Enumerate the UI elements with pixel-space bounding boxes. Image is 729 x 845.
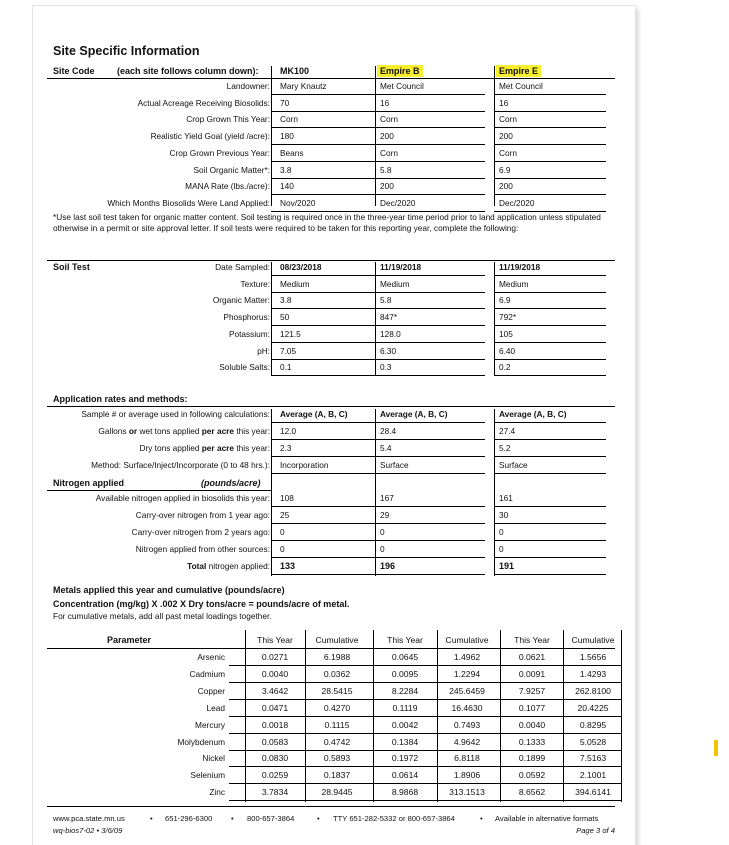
metal-name: Copper: [197, 685, 225, 696]
cell-underline: [271, 94, 375, 95]
site-row-label: Crop Grown This Year:: [186, 114, 270, 125]
cell-underline: [494, 473, 606, 474]
metal-value: 245.6459: [449, 685, 485, 696]
label-part: this year:: [234, 443, 270, 453]
soil-row-value: Medium: [499, 278, 529, 289]
footer-phone1: 651-296-6300: [165, 814, 213, 823]
soil-row-value: 08/23/2018: [280, 262, 322, 272]
metal-value: 8.2284: [391, 685, 419, 696]
soil-row-label: Soluble Salts:: [219, 362, 270, 373]
column-divider: [271, 409, 272, 576]
metal-value: 0.0645: [391, 652, 419, 662]
site-row-value: Corn: [280, 114, 298, 125]
metal-value: 28.5415: [321, 685, 353, 696]
metal-value: 0.0271: [261, 652, 289, 662]
cell-underline: [271, 194, 375, 195]
site-row-label: Landowner:: [226, 81, 270, 91]
metal-name: Arsenic: [197, 652, 225, 662]
footer-bullet: •: [150, 814, 153, 823]
nitrogen-row-label: Available nitrogen applied in biosolids this year:: [95, 493, 270, 503]
application-row-label: Method: Surface/Inject/Incorporate (0 to 48 hrs.):: [91, 460, 270, 470]
soil-row-label: Phosphorus:: [223, 312, 270, 323]
metal-value: 0.1972: [391, 753, 419, 764]
metal-value: 1.8906: [453, 770, 481, 781]
nitrogen-row-value: 0: [499, 544, 504, 554]
total-label-bold: Total: [187, 561, 207, 571]
metal-value: 0.0040: [261, 668, 289, 679]
metal-value: 2.1001: [579, 770, 607, 781]
total-nitrogen-label: [187, 561, 270, 571]
metals-param-header: Parameter: [107, 635, 152, 645]
metal-value: 0.0614: [391, 770, 419, 781]
site-row-value: Met Council: [380, 81, 424, 91]
site-row-value: 16: [380, 97, 390, 108]
metals-note: For cumulative metals, add all past metal loadings together.: [53, 611, 272, 621]
metals-formula: Concentration (mg/kg) X .002 X Dry tons/acre = pounds/acre of metal.: [53, 599, 350, 609]
metal-value: 7.5163: [579, 753, 607, 764]
total-nitrogen-value: 133: [280, 561, 296, 571]
footer-tty: TTY 651-282-5332 or 800-657-3864: [333, 814, 455, 823]
metal-value: 0.1115: [324, 719, 350, 730]
cell-underline: [375, 422, 485, 423]
application-row-label: Sample # or average used in following calculations:: [81, 409, 270, 419]
cell-underline: [271, 359, 375, 360]
metal-value: 28.9445: [321, 787, 353, 798]
soil-row-value: 5.8: [380, 295, 392, 306]
application-row-label: [98, 426, 270, 436]
metal-value: 3.4642: [261, 685, 289, 696]
site-row-value: Mary Knautz: [280, 81, 327, 91]
site-row-value: 6.9: [499, 164, 511, 175]
site-row-value: Corn: [499, 147, 517, 158]
cell-underline: [494, 523, 606, 524]
metal-value: 0.0583: [261, 736, 289, 747]
site-row-value: 200: [380, 181, 394, 192]
soil-row-value: 50: [280, 312, 290, 323]
application-row-value: 2.3: [280, 443, 292, 453]
metal-value: 1.4293: [579, 668, 607, 679]
cell-underline: [375, 506, 485, 507]
metal-value: 0.0830: [261, 753, 289, 764]
soil-row-value: 11/19/2018: [380, 262, 422, 272]
footer-alt-formats: Available in alternative formats: [495, 814, 599, 823]
cell-underline: [494, 127, 606, 128]
site-row-value: 70: [280, 97, 290, 108]
nitrogen-row-value: 0: [280, 527, 285, 537]
footer-bullet: •: [480, 814, 483, 823]
application-row-value: Average (A, B, C): [380, 409, 448, 419]
metal-value: 0.0091: [518, 668, 546, 679]
nitrogen-row-value: 30: [499, 510, 509, 520]
cell-underline: [271, 325, 375, 326]
nitrogen-row-label: Carry-over nitrogen from 1 year ago:: [135, 510, 270, 520]
cell-underline: [271, 540, 375, 541]
cell-underline: [494, 342, 606, 343]
metal-value: 394.6141: [575, 787, 611, 798]
cell-underline: [271, 523, 375, 524]
metals-row-rule: [229, 733, 621, 734]
soil-row-value: 0.1: [280, 362, 292, 373]
cell-underline: [375, 540, 485, 541]
column-divider: [494, 409, 495, 576]
soil-row-value: 0.2: [499, 362, 511, 373]
cell-underline: [494, 557, 606, 558]
cell-underline: [271, 574, 375, 575]
application-row-value: 5.4: [380, 443, 392, 453]
metals-row-rule: [229, 682, 621, 683]
cell-underline: [494, 375, 606, 376]
cell-underline: [494, 275, 606, 276]
metal-value: 8.9868: [391, 787, 419, 798]
metal-value: 0.0040: [518, 719, 546, 730]
soil-row-value: 6.30: [380, 345, 397, 356]
site-row-value: 200: [499, 181, 513, 192]
site-row-value: Corn: [380, 147, 398, 158]
site-row-value: Corn: [499, 114, 517, 125]
cell-underline: [271, 342, 375, 343]
soil-row-value: 105: [499, 328, 513, 339]
nitrogen-row-value: 25: [280, 510, 290, 520]
metal-value: 0.1333: [518, 736, 546, 747]
application-row-value: 27.4: [499, 426, 516, 436]
cell-underline: [375, 292, 485, 293]
column-divider: [375, 262, 376, 376]
soil-row-value: 847*: [380, 312, 398, 323]
soil-test-label: Soil Test: [53, 262, 90, 272]
metals-col-header: Cumulative: [315, 635, 359, 645]
cell-underline: [375, 308, 485, 309]
site-row-value: Nov/2020: [280, 197, 316, 208]
metal-value: 0.4270: [323, 702, 351, 713]
metal-value: 0.0592: [518, 770, 546, 781]
metals-row-rule: [229, 716, 621, 717]
soil-test-top-rule: [47, 260, 615, 261]
cell-underline: [494, 94, 606, 95]
metal-value: 16.4630: [451, 702, 483, 713]
cell-underline: [271, 111, 375, 112]
metals-header-rule: [47, 648, 615, 649]
cell-underline: [494, 144, 606, 145]
metal-name: Mercury: [195, 719, 225, 730]
label-part: or: [128, 426, 138, 436]
metal-value: 0.0362: [323, 668, 351, 679]
label-part: Dry tons applied: [139, 443, 202, 453]
metal-value: 0.0018: [261, 719, 289, 730]
metal-value: 0.0259: [261, 770, 289, 781]
application-title: Application rates and methods:: [53, 394, 188, 404]
cell-underline: [271, 178, 375, 179]
cell-underline: [271, 557, 375, 558]
cell-underline: [271, 144, 375, 145]
footer-doc-id: wq-bios7-02 • 3/6/09: [53, 826, 123, 835]
site-code-label: Site Code: [53, 66, 95, 76]
application-row-value: Incorporation: [280, 460, 329, 470]
metal-value: 4.9642: [453, 736, 481, 747]
application-row-value: Average (A, B, C): [280, 409, 348, 419]
site-row-value: 140: [280, 181, 294, 192]
site-code-underline: [47, 78, 615, 79]
site-row-label: Which Months Biosolids Were Land Applied:: [107, 197, 270, 208]
metal-value: 1.2294: [453, 668, 481, 679]
application-row-value: Average (A, B, C): [499, 409, 567, 419]
site-code-3: Empire E: [496, 65, 541, 77]
metals-col-header: This Year: [514, 635, 550, 645]
footer-website: www.pca.state.mn.us: [53, 814, 125, 823]
soil-row-value: 3.8: [280, 295, 292, 306]
metal-value: 1.5656: [579, 652, 607, 662]
cell-underline: [494, 456, 606, 457]
metal-value: 313.1513: [449, 787, 485, 798]
metal-value: 0.1077: [518, 702, 546, 713]
metal-value: 0.5893: [323, 753, 351, 764]
metal-name: Cadmium: [189, 668, 225, 679]
nitrogen-units: (pounds/acre): [201, 478, 261, 488]
soil-row-value: 6.9: [499, 295, 511, 306]
site-row-value: Met Council: [499, 81, 543, 91]
cell-underline: [375, 375, 485, 376]
metal-value: 0.0621: [518, 652, 546, 662]
site-row-label: Actual Acreage Receiving Biosolids:: [137, 97, 270, 108]
column-divider: [375, 66, 376, 206]
cell-underline: [375, 473, 485, 474]
cell-underline: [494, 194, 606, 195]
cell-underline: [375, 127, 485, 128]
soil-row-value: Medium: [280, 278, 310, 289]
metal-value: 0.1837: [323, 770, 351, 781]
metals-col-header: This Year: [387, 635, 423, 645]
total-nitrogen-value: 196: [380, 561, 396, 571]
column-divider: [494, 66, 495, 206]
cell-underline: [271, 127, 375, 128]
nitrogen-underline: [47, 490, 271, 491]
document-page: [33, 6, 635, 845]
cell-underline: [375, 161, 485, 162]
site-row-value: 180: [280, 131, 294, 142]
cell-underline: [271, 439, 375, 440]
cell-underline: [375, 439, 485, 440]
cell-underline: [375, 574, 485, 575]
metal-value: 6.8118: [454, 753, 480, 764]
cell-underline: [271, 506, 375, 507]
cell-underline: [494, 292, 606, 293]
site-footnote: *Use last soil test taken for organic matter content. Soil testing is required once in the three-year time period prior to land application unless stipulated otherwise in a permit or site approval letter. If soil tests were required to be taken for this reporting year, complete the following:: [53, 212, 601, 233]
label-part: Gallons: [98, 426, 129, 436]
metals-row-rule: [229, 699, 621, 700]
cell-underline: [375, 456, 485, 457]
cell-underline: [375, 359, 485, 360]
site-row-value: 200: [380, 131, 394, 142]
footer-page-number: Page 3 of 4: [576, 826, 615, 835]
metals-col-header: Cumulative: [445, 635, 489, 645]
site-row-value: 200: [499, 131, 513, 142]
metals-row-rule: [229, 665, 621, 666]
cell-underline: [375, 194, 485, 195]
metal-value: 262.8100: [575, 685, 611, 696]
metal-value: 7.9257: [518, 685, 546, 696]
site-info-title: Site Specific Information: [53, 44, 200, 58]
cell-underline: [375, 111, 485, 112]
application-row-value: Surface: [499, 460, 528, 470]
metals-title: Metals applied this year and cumulative (pounds/acre): [53, 585, 285, 595]
cell-underline: [375, 178, 485, 179]
cell-underline: [494, 540, 606, 541]
cell-underline: [375, 325, 485, 326]
metal-value: 1.4962: [453, 652, 481, 662]
metal-value: 0.4742: [323, 736, 351, 747]
metal-value: 0.0095: [391, 668, 419, 679]
label-part: per acre: [201, 426, 235, 436]
cell-underline: [494, 439, 606, 440]
label-part: wet tons applied: [137, 426, 202, 436]
cell-underline: [271, 292, 375, 293]
nitrogen-row-value: 161: [499, 493, 513, 503]
metals-row-rule: [229, 783, 621, 784]
cell-underline: [494, 506, 606, 507]
site-row-label: MANA Rate (lbs./acre):: [185, 181, 270, 192]
metal-value: 0.0471: [261, 702, 289, 713]
soil-row-value: Medium: [380, 278, 410, 289]
nitrogen-row-value: 108: [280, 493, 294, 503]
metal-value: 3.7834: [261, 787, 289, 798]
metal-value: 20.4225: [577, 702, 609, 713]
metal-value: 6.1988: [323, 652, 351, 662]
nitrogen-row-value: 167: [380, 493, 394, 503]
metal-value: 0.1384: [391, 736, 419, 747]
site-row-value: Dec/2020: [380, 197, 416, 208]
cell-underline: [271, 456, 375, 457]
metal-name: Nickel: [202, 753, 225, 764]
metals-row-rule: [229, 750, 621, 751]
site-row-value: 5.8: [380, 164, 392, 175]
soil-row-label: pH:: [257, 345, 270, 356]
metal-name: Selenium: [190, 770, 225, 781]
soil-row-value: 128.0: [380, 328, 401, 339]
footer-rule: [47, 806, 615, 807]
site-code-2: Empire B: [377, 65, 423, 77]
soil-row-label: Date Sampled:: [215, 262, 270, 272]
cell-underline: [375, 523, 485, 524]
cell-underline: [271, 422, 375, 423]
cell-underline: [494, 178, 606, 179]
cell-underline: [375, 144, 485, 145]
cell-underline: [494, 325, 606, 326]
column-divider: [494, 262, 495, 376]
site-row-value: 16: [499, 97, 509, 108]
soil-row-label: Texture:: [240, 278, 270, 289]
site-row-label: Realistic Yield Goal (yield /acre):: [150, 131, 270, 142]
total-nitrogen-value: 191: [499, 561, 515, 571]
soil-row-value: 7.05: [280, 345, 297, 356]
metal-name: Lead: [206, 702, 225, 713]
cell-underline: [271, 375, 375, 376]
nitrogen-row-value: 0: [499, 527, 504, 537]
cell-underline: [494, 422, 606, 423]
soil-row-value: 0.3: [380, 362, 392, 373]
cell-underline: [494, 574, 606, 575]
metals-row-rule: [229, 800, 621, 801]
nitrogen-label: Nitrogen applied: [53, 478, 125, 488]
footer-bullet: •: [231, 814, 234, 823]
column-divider: [271, 262, 272, 376]
application-row-value: 12.0: [280, 426, 297, 436]
cell-underline: [375, 275, 485, 276]
nitrogen-row-value: 0: [280, 544, 285, 554]
site-code-note: (each site follows column down):: [117, 66, 259, 76]
cell-underline: [271, 473, 375, 474]
cell-underline: [494, 359, 606, 360]
soil-row-value: 6.40: [499, 345, 516, 356]
metal-value: 5.0528: [579, 736, 607, 747]
metal-name: Zinc: [209, 787, 225, 798]
nitrogen-row-label: Nitrogen applied from other sources:: [135, 544, 270, 554]
cell-underline: [271, 275, 375, 276]
footer-phone2: 800-657-3864: [247, 814, 295, 823]
cell-underline: [271, 161, 375, 162]
scroll-position-marker[interactable]: [714, 740, 718, 756]
metals-col-header: This Year: [257, 635, 293, 645]
application-top-rule: [47, 406, 615, 407]
cell-underline: [494, 308, 606, 309]
application-row-value: 5.2: [499, 443, 511, 453]
site-row-value: Dec/2020: [499, 197, 535, 208]
application-row-value: Surface: [380, 460, 409, 470]
site-code-1: MK100: [280, 66, 310, 76]
cell-underline: [375, 342, 485, 343]
nitrogen-row-label: Carry-over nitrogen from 2 years ago:: [131, 527, 270, 537]
metal-value: 0.7493: [453, 719, 481, 730]
cell-underline: [271, 308, 375, 309]
soil-row-label: Potassium:: [228, 328, 270, 339]
soil-row-value: 792*: [499, 312, 517, 323]
metals-col-header: Cumulative: [571, 635, 615, 645]
site-row-label: Soil Organic Matter*:: [193, 164, 270, 175]
cell-underline: [494, 161, 606, 162]
column-divider: [271, 66, 272, 206]
metals-row-rule: [229, 766, 621, 767]
cell-underline: [375, 557, 485, 558]
cell-underline: [494, 111, 606, 112]
site-row-value: Beans: [280, 147, 304, 158]
metal-name: Molybdenum: [177, 736, 225, 747]
metal-value: 0.1119: [392, 702, 418, 713]
label-part: this year:: [234, 426, 270, 436]
total-label-rest: nitrogen applied:: [206, 561, 270, 571]
soil-row-label: Organic Matter:: [212, 295, 270, 306]
metal-value: 0.1899: [518, 753, 546, 764]
soil-row-value: 121.5: [280, 328, 301, 339]
metal-value: 8.6562: [518, 787, 546, 798]
site-row-label: Crop Grown Previous Year:: [169, 147, 270, 158]
site-row-value: Corn: [380, 114, 398, 125]
nitrogen-row-value: 0: [380, 527, 385, 537]
application-row-label: [139, 443, 270, 453]
metal-value: 0.8295: [579, 719, 607, 730]
footer-bullet: •: [317, 814, 320, 823]
column-divider: [375, 409, 376, 576]
nitrogen-row-value: 0: [380, 544, 385, 554]
label-part: per acre: [201, 443, 235, 453]
cell-underline: [375, 94, 485, 95]
soil-row-value: 11/19/2018: [499, 262, 541, 272]
application-row-value: 28.4: [380, 426, 397, 436]
nitrogen-row-value: 29: [380, 510, 390, 520]
metal-value: 0.0042: [391, 719, 419, 730]
site-row-value: 3.8: [280, 164, 292, 175]
